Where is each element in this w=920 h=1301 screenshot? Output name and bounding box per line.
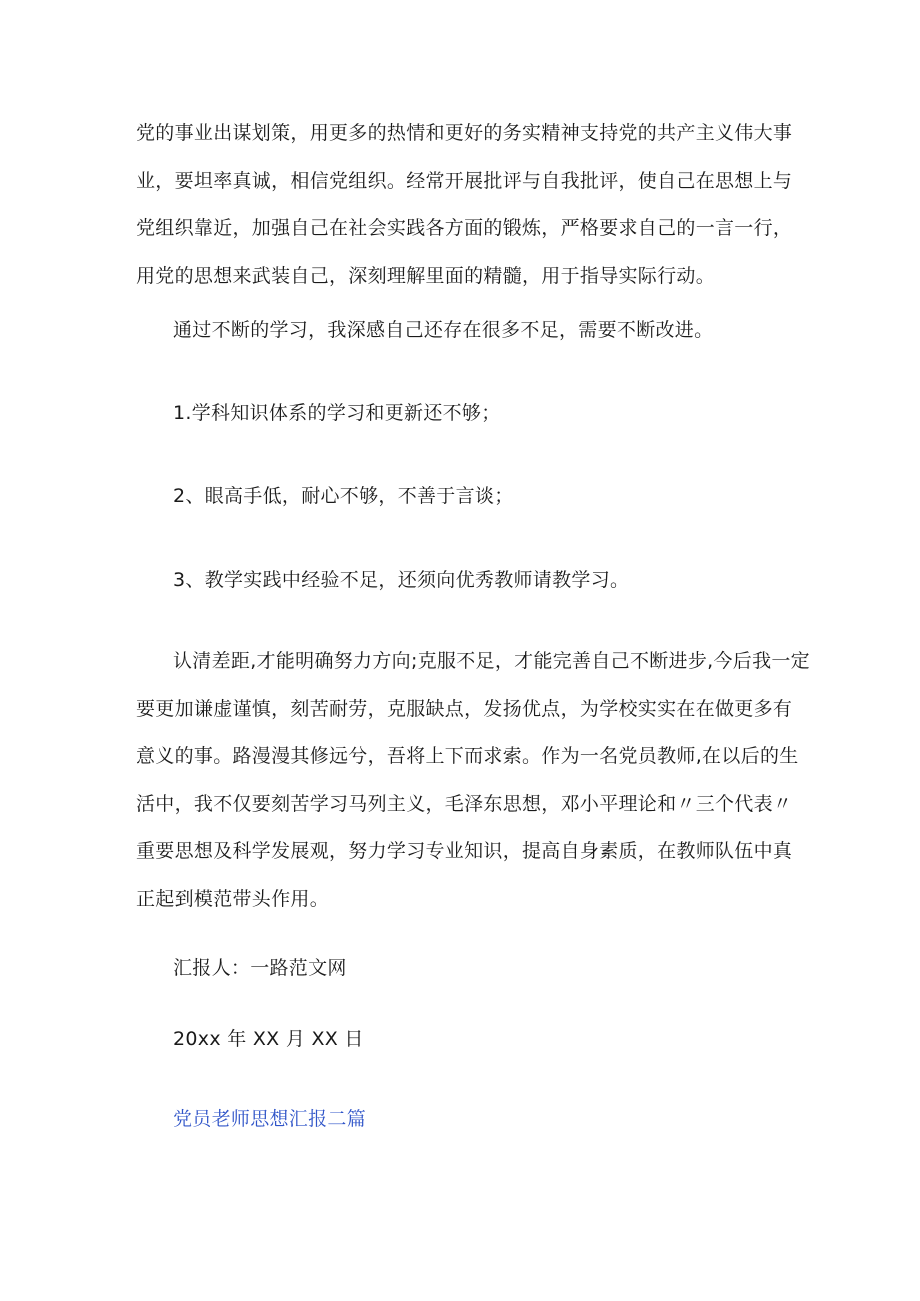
reporter-signature: 汇报人：一路范文网 <box>173 957 347 979</box>
list-item: 2、眼高手低，耐心不够，不善于言谈； <box>173 485 514 507</box>
paragraph-commitment <box>136 110 793 300</box>
text-line: 用党的思想来武装自己，深刻理解里面的精髓，用于指导实际行动。 <box>136 264 716 287</box>
text-line: 认清差距,才能明确努力方向;克服不足，才能完善自己不断进步,今后我一定 <box>173 650 810 672</box>
text-line: 党组织靠近，加强自己在社会实践各方面的锻炼，严格要求自己的一言一行， <box>136 217 793 239</box>
text-line: 意义的事。路漫漫其修远兮，吾将上下而求索。作为一名党员教师,在以后的生 <box>136 745 799 767</box>
paragraph-shortcomings-intro: 通过不断的学习，我深感自己还存在很多不足，需要不断改进。 <box>173 319 714 341</box>
text-line: 业，要坦率真诚，相信党组织。经常开展批评与自我批评，使自己在思想上与 <box>136 169 793 192</box>
list-item: 1.学科知识体系的学习和更新还不够； <box>173 402 501 424</box>
text-line: 要更加谦虚谨慎，刻苦耐劳，克服缺点，发扬优点，为学校实实在在做更多有 <box>136 697 793 720</box>
text-line: 党的事业出谋划策，用更多的热情和更好的务实精神支持党的共产主义伟大事 <box>136 122 793 144</box>
next-article-link[interactable]: 党员老师思想汇报二篇 <box>173 1108 367 1130</box>
list-item: 3、教学实践中经验不足，还须向优秀教师请教学习。 <box>173 569 630 591</box>
text-line: 活中，我不仅要刻苦学习马列主义，毛泽东思想，邓小平理论和〃三个代表〃 <box>136 792 793 815</box>
text-line: 重要思想及科学发展观，努力学习专业知识，提高自身素质，在教师队伍中真 <box>136 840 793 862</box>
report-date: 20xx 年 XX 月 XX 日 <box>173 1028 364 1050</box>
text-line: 正起到模范带头作用。 <box>136 887 330 910</box>
paragraph-resolution <box>136 638 810 923</box>
